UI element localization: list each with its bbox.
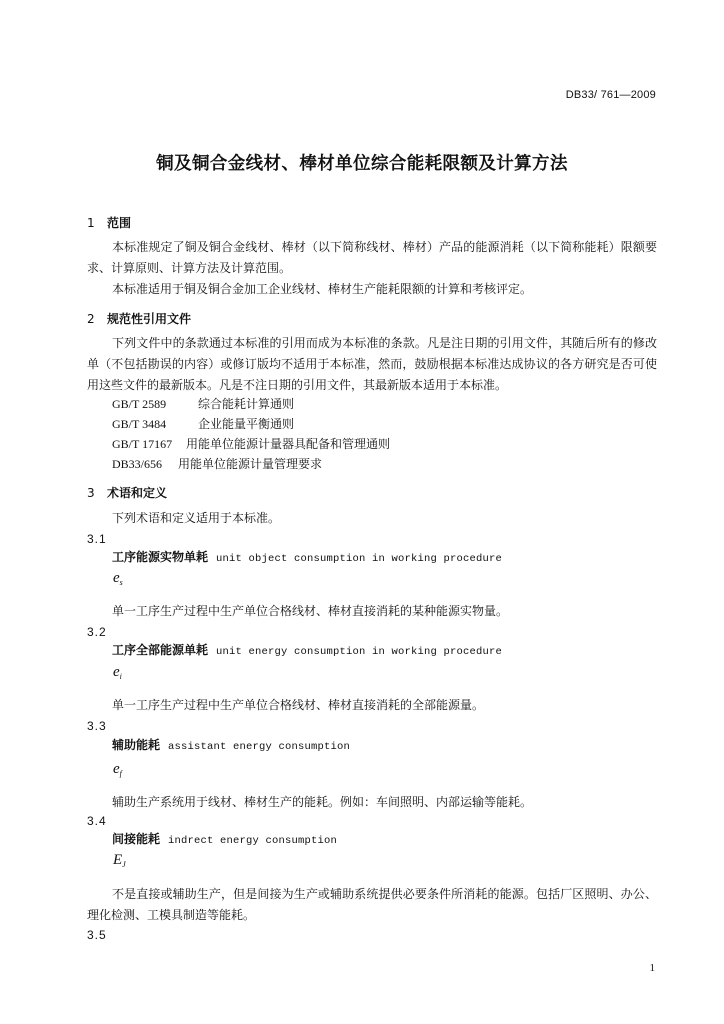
normative-reference: [112, 435, 390, 452]
term-entry: [112, 548, 502, 565]
reference-title: 用能单位能源计量器具配备和管理通则: [186, 437, 391, 451]
section-1-paragraph-1: 本标准规定了铜及铜合金线材、棒材（以下简称线材、棒材）产品的能源消耗（以下简称能耗）限额要求、计算原则、计算方法及计算范围。: [87, 240, 657, 275]
term-symbol: [113, 664, 122, 681]
document-code: DB33/ 761—2009: [565, 89, 656, 101]
term-definition: 辅助生产系统用于线材、棒材生产的能耗。例如：车间照明、内部运输等能耗。: [112, 795, 533, 809]
term-definition: 不是直接或辅助生产，但是间接为生产或辅助系统提供必要条件所消耗的能源。包括厂区照明、办公、理化检测、工模具制造等能耗。: [87, 887, 657, 922]
page-number: 1: [649, 962, 655, 974]
symbol-subscript: f: [119, 769, 122, 778]
section-2-paragraph-1: 下列文件中的条款通过本标准的引用而成为本标准的条款。凡是注日期的引用文件，其随后所有的修改单（不包括勘误的内容）或修订版均不适用于本标准，然而，鼓励根据本标准达成协议的各方研究是否可使用这些文件的最新版本。凡是不注日期的引用文件，其最新版本适用于本标准。: [87, 336, 657, 392]
section-3-heading: [87, 484, 167, 501]
clause-number: 3.5: [87, 928, 107, 942]
symbol-letter: e: [113, 664, 120, 680]
symbol-subscript: J: [122, 860, 126, 869]
section-number: 1: [87, 216, 95, 230]
reference-code: GB/T 17167: [112, 437, 173, 451]
reference-code: DB33/656: [112, 457, 163, 471]
term-definition: 单一工序生产过程中生产单位合格线材、棒材直接消耗的全部能源量。: [112, 698, 485, 712]
symbol-letter: e: [113, 761, 120, 777]
term-english: unit energy consumption in working procedure: [216, 646, 503, 658]
symbol-subscript: s: [119, 578, 123, 587]
symbol-subscript: i: [119, 672, 122, 681]
document-title: 铜及铜合金线材、棒材单位综合能耗限额及计算方法: [156, 154, 568, 174]
term-symbol: [113, 852, 126, 869]
reference-code: GB/T 2589: [112, 397, 167, 411]
normative-reference: [112, 395, 294, 412]
normative-reference: [112, 455, 322, 472]
term-chinese: 工序能源实物单耗: [112, 550, 209, 564]
section-number: 2: [87, 312, 95, 326]
term-english: assistant energy consumption: [168, 741, 351, 753]
section-1-heading: [87, 214, 131, 231]
term-english: unit object consumption in working procedure: [216, 553, 503, 565]
reference-title: 企业能量平衡通则: [198, 417, 295, 431]
term-symbol: [113, 570, 123, 587]
section-2-heading: [87, 310, 191, 327]
section-1-paragraph-2: 本标准适用于铜及铜合金加工企业线材、棒材生产能耗限额的计算和考核评定。: [112, 282, 533, 296]
term-chinese: 间接能耗: [112, 832, 161, 846]
term-definition: 单一工序生产过程中生产单位合格线材、棒材直接消耗的某种能源实物量。: [112, 604, 509, 618]
clause-number: 3.1: [87, 532, 107, 546]
section-title: 范围: [107, 216, 132, 230]
term-symbol: [113, 761, 122, 778]
term-english: indrect energy consumption: [168, 835, 338, 847]
reference-title: 用能单位能源计量管理要求: [178, 457, 323, 471]
section-number: 3: [87, 486, 95, 500]
clause-number: 3.2: [87, 625, 107, 639]
term-entry: [112, 830, 337, 847]
symbol-letter: E: [113, 852, 123, 868]
term-entry: [112, 736, 350, 753]
section-3-intro: 下列术语和定义适用于本标准。: [112, 511, 281, 525]
reference-title: 综合能耗计算通则: [198, 397, 295, 411]
term-entry: [112, 641, 502, 658]
normative-reference: [112, 415, 294, 432]
term-chinese: 工序全部能源单耗: [112, 643, 209, 657]
section-title: 术语和定义: [107, 486, 168, 500]
clause-number: 3.3: [87, 719, 107, 733]
symbol-letter: e: [113, 570, 120, 586]
term-chinese: 辅助能耗: [112, 738, 161, 752]
reference-code: GB/T 3484: [112, 417, 167, 431]
section-title: 规范性引用文件: [107, 312, 192, 326]
clause-number: 3.4: [87, 814, 107, 828]
